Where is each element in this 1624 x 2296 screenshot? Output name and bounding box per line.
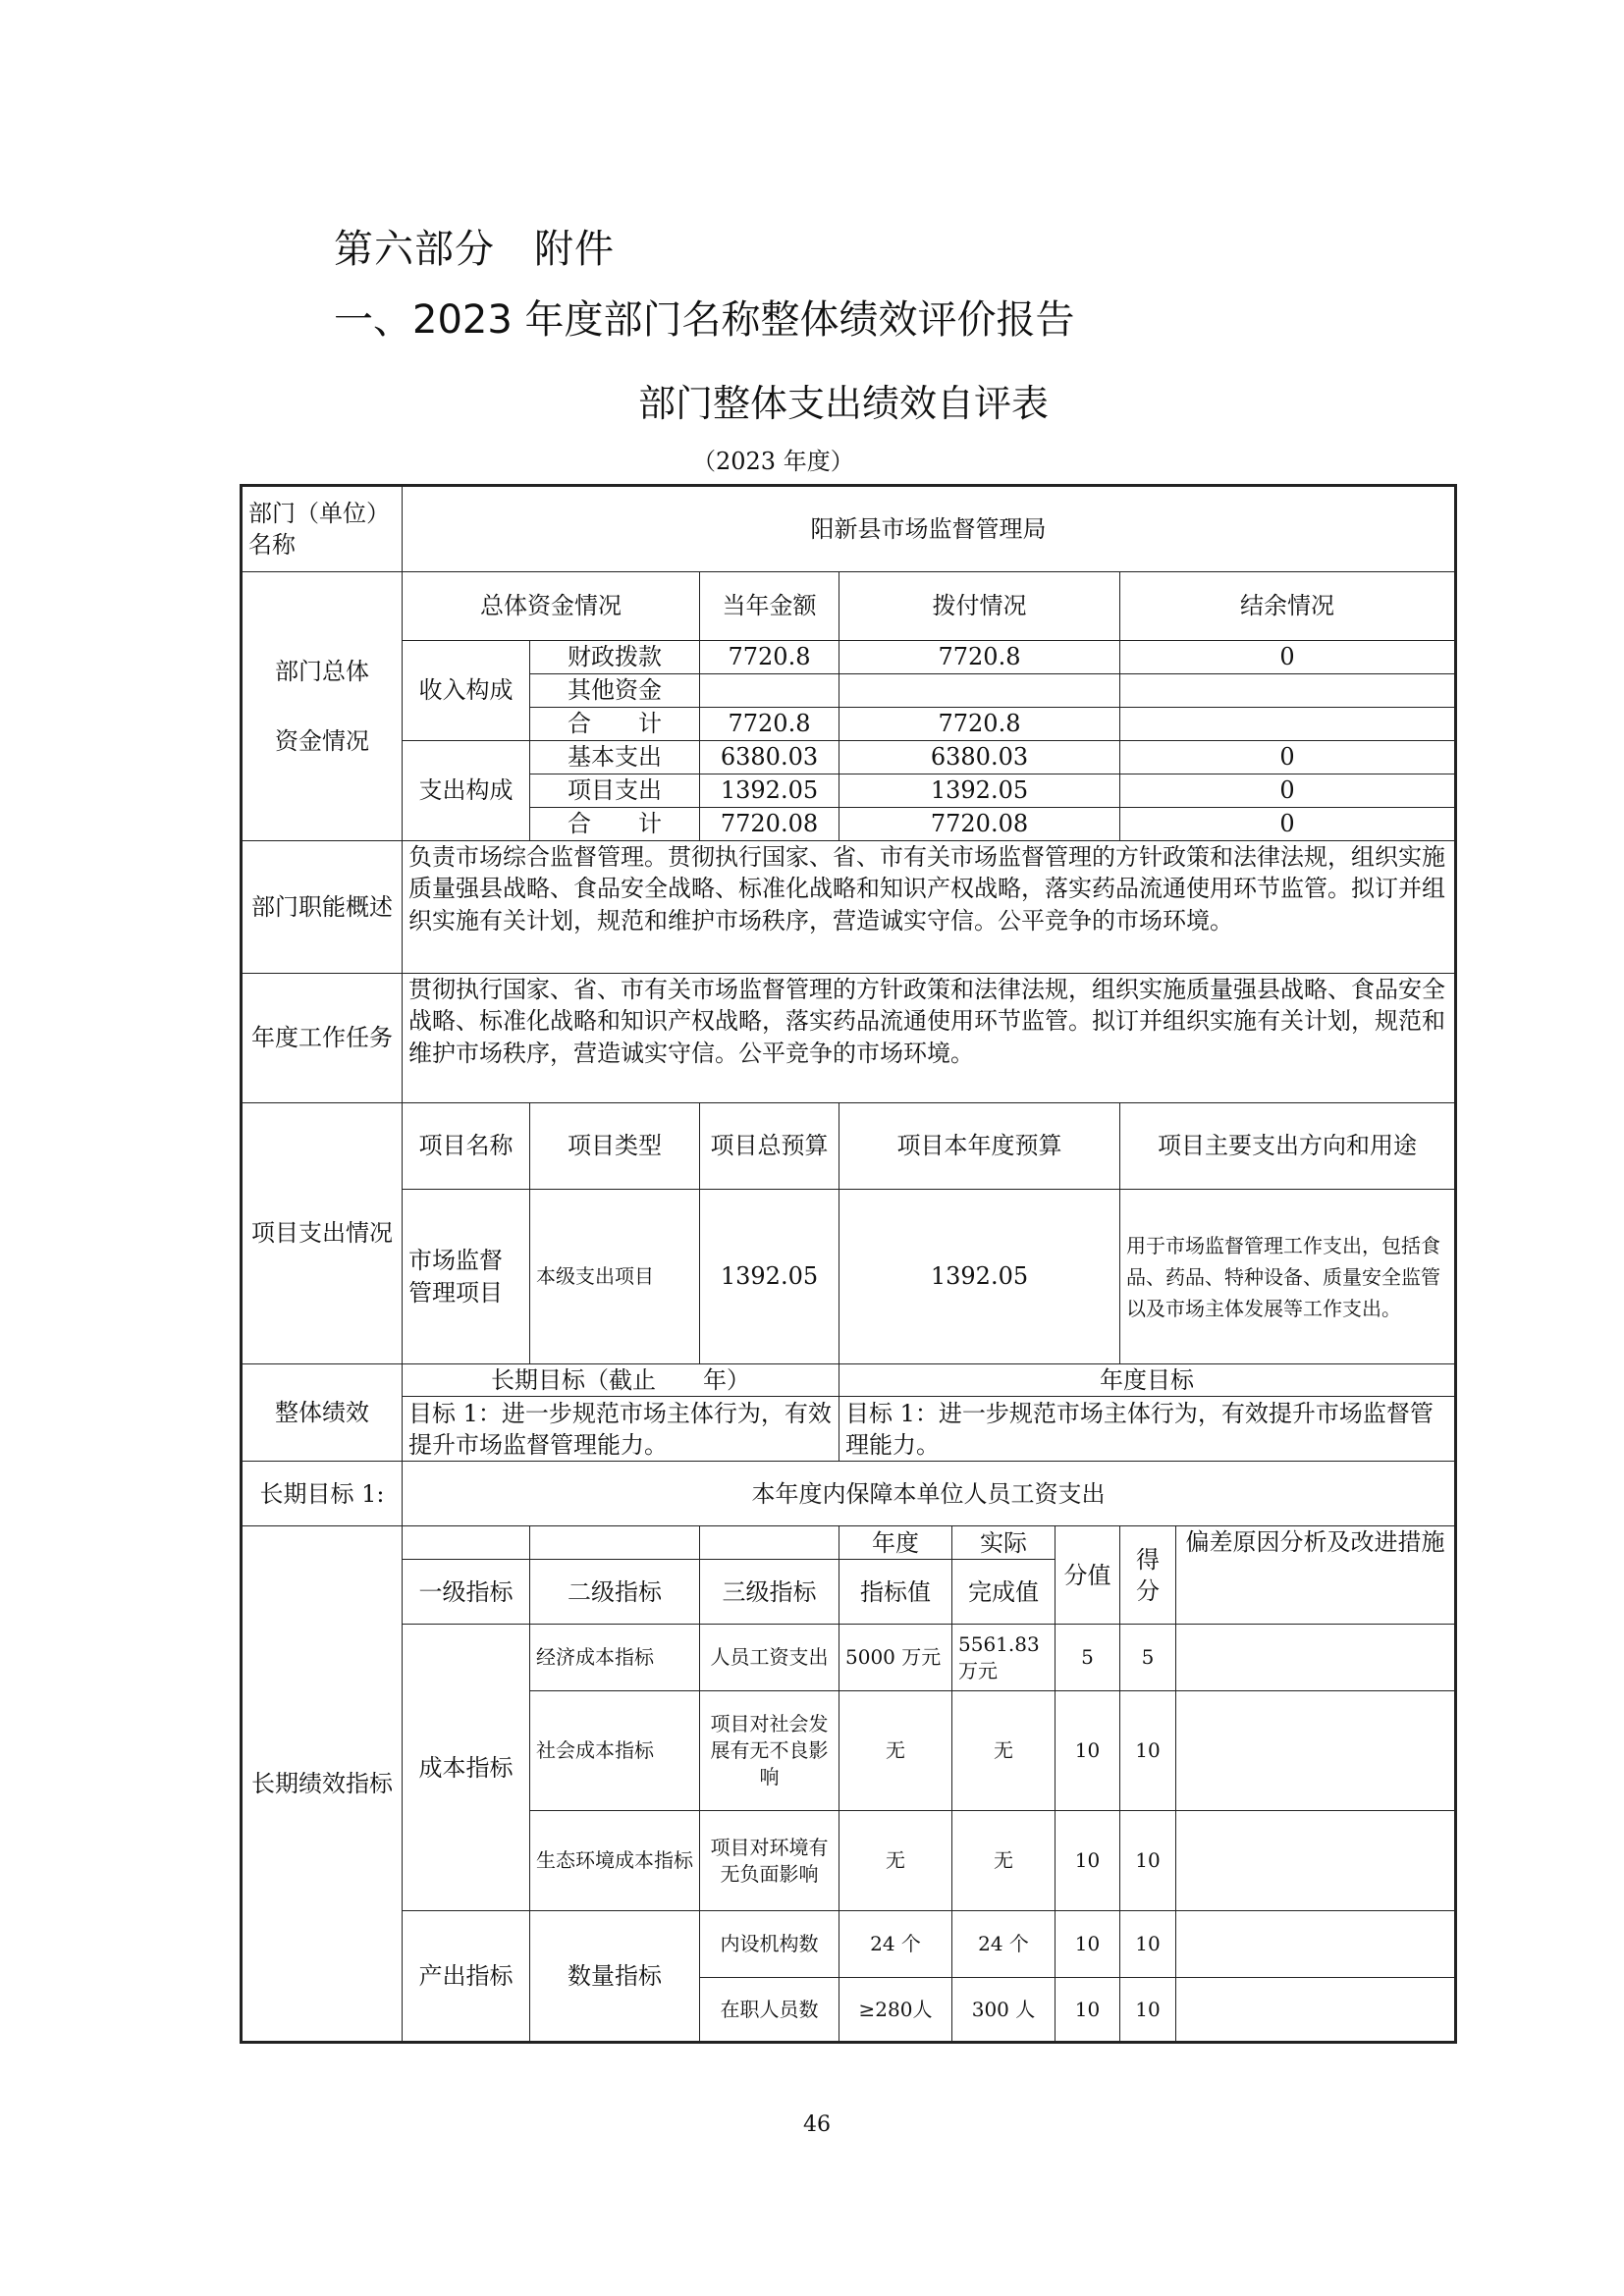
target: 24 个 [839, 1911, 952, 1978]
target: 无 [839, 1811, 952, 1911]
long-term-goal: 目标 1：进一步规范市场主体行为，有效提升市场监督管理能力。 [403, 1397, 839, 1462]
actual: 无 [952, 1811, 1056, 1911]
level3: 内设机构数 [700, 1911, 839, 1978]
header-level3: 三级指标 [700, 1560, 839, 1625]
deviation [1176, 1691, 1456, 1811]
project-header-name: 项目名称 [403, 1103, 530, 1190]
header-blank [530, 1526, 700, 1560]
fund-paid: 7720.8 [839, 708, 1120, 741]
project-annual-budget: 1392.05 [839, 1190, 1120, 1364]
deviation [1176, 1625, 1456, 1691]
target: 5000 万元 [839, 1625, 952, 1691]
indicator-row [242, 1625, 1456, 1691]
tasks-row [242, 974, 1456, 1103]
header-target-bottom: 指标值 [839, 1560, 952, 1625]
fund-amount: 1392.05 [700, 774, 839, 808]
header-actual-top: 实际 [952, 1526, 1056, 1560]
fund-item: 其他资金 [530, 674, 700, 708]
actual: 24 个 [952, 1911, 1056, 1978]
indicators-header-row-1 [242, 1526, 1456, 1560]
function-row [242, 841, 1456, 974]
weight: 10 [1056, 1978, 1120, 2043]
level2: 经济成本指标 [530, 1625, 700, 1691]
annual-goal: 目标 1：进一步规范市场主体行为，有效提升市场监督管理能力。 [839, 1397, 1456, 1462]
score: 10 [1120, 1911, 1176, 1978]
level1-cost: 成本指标 [403, 1625, 530, 1911]
project-header-usage: 项目主要支出方向和用途 [1120, 1103, 1456, 1190]
level2-quantity: 数量指标 [530, 1911, 700, 2043]
header-target-top: 年度 [839, 1526, 952, 1560]
performance-label: 整体绩效 [242, 1364, 403, 1462]
page-number: 46 [803, 2112, 831, 2137]
score: 10 [1120, 1811, 1176, 1911]
project-header-type: 项目类型 [530, 1103, 700, 1190]
table-title: 部门整体支出绩效自评表 [638, 382, 1050, 425]
fund-amount: 7720.8 [700, 641, 839, 674]
actual: 5561.83 万元 [952, 1625, 1056, 1691]
indicators-label: 长期绩效指标 [242, 1526, 403, 2043]
fund-balance [1120, 674, 1456, 708]
fund-balance: 0 [1120, 741, 1456, 774]
fund-item: 基本支出 [530, 741, 700, 774]
deviation [1176, 1811, 1456, 1911]
level3: 在职人员数 [700, 1978, 839, 2043]
tasks-text: 贯彻执行国家、省、市有关市场监督管理的方针政策和法律法规，组织实施质量强县战略、食品安全战略、标准化战略和知识产权战略，落实药品流通使用环节监管。拟订并组织实施有关计划，规范和维护市场秩序，营造诚实守信。公平竞争的市场环境。 [403, 974, 1456, 1103]
header-level1: 一级指标 [403, 1560, 530, 1625]
project-label: 项目支出情况 [242, 1103, 403, 1364]
fund-amount: 7720.8 [700, 708, 839, 741]
weight: 10 [1056, 1911, 1120, 1978]
self-evaluation-table [240, 484, 1457, 2044]
funds-header-overall: 总体资金情况 [403, 572, 700, 641]
fund-balance: 0 [1120, 641, 1456, 674]
fund-item: 合 计 [530, 708, 700, 741]
deviation [1176, 1978, 1456, 2043]
project-total-budget: 1392.05 [700, 1190, 839, 1364]
performance-goal-row [242, 1397, 1456, 1462]
header-weight: 分值 [1056, 1526, 1120, 1625]
score: 10 [1120, 1691, 1176, 1811]
long-term-goal-1-row [242, 1462, 1456, 1526]
function-label: 部门职能概述 [242, 841, 403, 974]
funds-header-amount: 当年金额 [700, 572, 839, 641]
fund-item: 合 计 [530, 808, 700, 841]
funds-row [242, 741, 1456, 774]
long-term-goal-1-label: 长期目标 1: [242, 1462, 403, 1526]
dept-label: 部门（单位）名称 [242, 486, 403, 572]
funds-header-paid: 拨付情况 [839, 572, 1120, 641]
performance-header-row [242, 1364, 1456, 1397]
project-usage: 用于市场监督管理工作支出，包括食品、药品、特种设备、质量安全监管以及市场主体发展等工作支出。 [1120, 1190, 1456, 1364]
function-text: 负责市场综合监督管理。贯彻执行国家、省、市有关市场监督管理的方针政策和法律法规，组织实施质量强县战略、食品安全战略、标准化战略和知识产权战略，落实药品流通使用环节监管。拟订并组织实施有关计划，规范和维护市场秩序，营造诚实守信。公平竞争的市场环境。 [403, 841, 1456, 974]
weight: 10 [1056, 1811, 1120, 1911]
fund-item: 项目支出 [530, 774, 700, 808]
weight: 10 [1056, 1691, 1120, 1811]
level3: 项目对环境有无负面影响 [700, 1811, 839, 1911]
funds-label [242, 572, 403, 841]
fund-amount: 6380.03 [700, 741, 839, 774]
fund-balance: 0 [1120, 774, 1456, 808]
fund-item: 财政拨款 [530, 641, 700, 674]
fund-paid [839, 674, 1120, 708]
level3: 人员工资支出 [700, 1625, 839, 1691]
part-name: 附件 [534, 227, 615, 272]
project-row [242, 1190, 1456, 1364]
fund-paid: 6380.03 [839, 741, 1120, 774]
fund-amount: 7720.08 [700, 808, 839, 841]
fund-paid: 7720.08 [839, 808, 1120, 841]
actual: 300 人 [952, 1978, 1056, 2043]
dept-row [242, 486, 1456, 572]
tasks-label: 年度工作任务 [242, 974, 403, 1103]
project-header-total: 项目总预算 [700, 1103, 839, 1190]
funds-label-top: 部门总体 [275, 658, 369, 686]
year-note: （2023 年度） [692, 448, 854, 475]
income-label: 收入构成 [403, 641, 530, 741]
header-blank [700, 1526, 839, 1560]
funds-header-balance: 结余情况 [1120, 572, 1456, 641]
level2: 生态环境成本指标 [530, 1811, 700, 1911]
level3: 项目对社会发展有无不良影响 [700, 1691, 839, 1811]
funds-header-row [242, 572, 1456, 641]
fund-balance: 0 [1120, 808, 1456, 841]
funds-row [242, 641, 1456, 674]
fund-paid: 1392.05 [839, 774, 1120, 808]
header-blank [403, 1526, 530, 1560]
target: 无 [839, 1691, 952, 1811]
long-term-header: 长期目标（截止 年） [403, 1364, 839, 1397]
header-deviation: 偏差原因分析及改进措施 [1176, 1526, 1456, 1625]
annual-header: 年度目标 [839, 1364, 1456, 1397]
expense-label: 支出构成 [403, 741, 530, 841]
project-name: 市场监督管理项目 [403, 1190, 530, 1364]
weight: 5 [1056, 1625, 1120, 1691]
project-type: 本级支出项目 [530, 1190, 700, 1364]
header-actual-bottom: 完成值 [952, 1560, 1056, 1625]
part-heading [334, 218, 615, 274]
header-level2: 二级指标 [530, 1560, 700, 1625]
level2: 社会成本指标 [530, 1691, 700, 1811]
indicator-row [242, 1911, 1456, 1978]
long-term-goal-1-value: 本年度内保障本单位人员工资支出 [403, 1462, 1456, 1526]
fund-paid: 7720.8 [839, 641, 1120, 674]
dept-value: 阳新县市场监督管理局 [403, 486, 1456, 572]
funds-label-bottom: 资金情况 [275, 726, 369, 755]
score: 5 [1120, 1625, 1176, 1691]
project-header-row [242, 1103, 1456, 1190]
deviation [1176, 1911, 1456, 1978]
fund-balance [1120, 708, 1456, 741]
project-header-annual: 项目本年度预算 [839, 1103, 1120, 1190]
fund-amount [700, 674, 839, 708]
header-score: 得分 [1120, 1526, 1176, 1625]
target: ≥280人 [839, 1978, 952, 2043]
report-title: 一、2023 年度部门名称整体绩效评价报告 [334, 297, 1075, 343]
part-title: 第六部分 [334, 227, 495, 272]
actual: 无 [952, 1691, 1056, 1811]
score: 10 [1120, 1978, 1176, 2043]
level1-output: 产出指标 [403, 1911, 530, 2043]
